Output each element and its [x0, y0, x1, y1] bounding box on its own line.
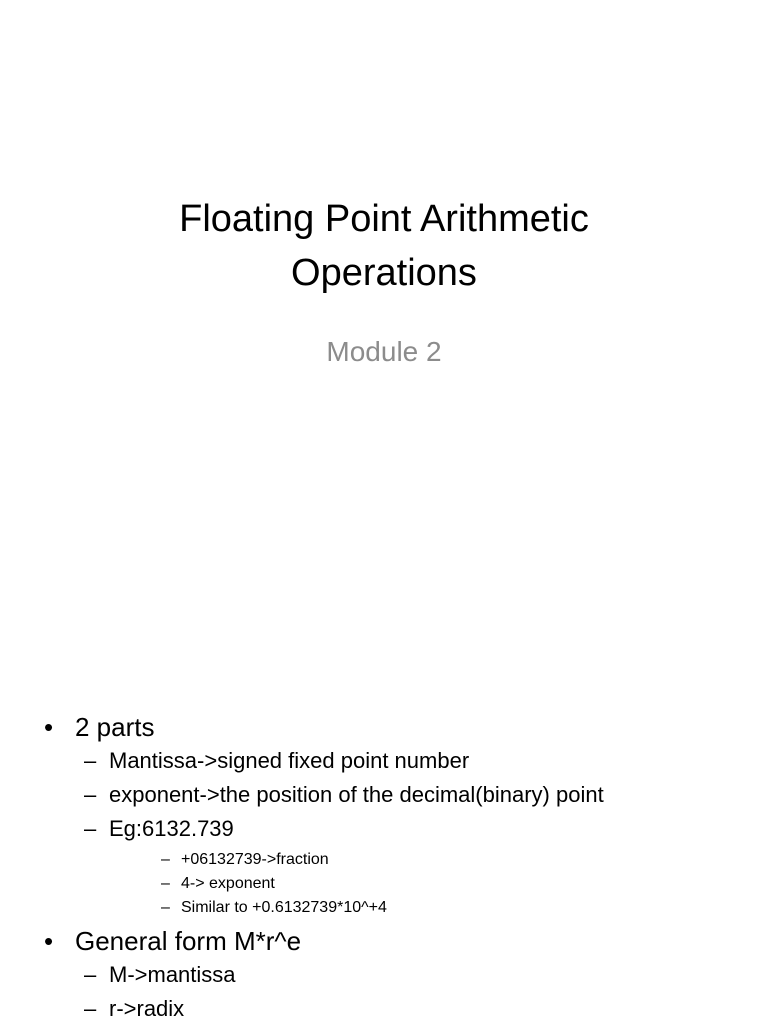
sub-bullet-example: – Eg:6132.739 [0, 812, 768, 846]
bullet-two-parts: • 2 parts [0, 710, 768, 744]
sub-sub-bullet-fraction: – +06132739->fraction [0, 848, 768, 872]
bullet-general-form: • General form M*r^e [0, 924, 768, 958]
sub-sub-bullet-exponent-value: – 4-> exponent [0, 872, 768, 896]
sub-bullet-m-mantissa: – M->mantissa [0, 958, 768, 992]
title-line-1: Floating Point Arithmetic [179, 198, 589, 240]
sub-bullet-mantissa: – Mantissa->signed fixed point number [0, 744, 768, 778]
sub-sub-bullet-similar: – Similar to +0.6132739*10^+4 [0, 896, 768, 920]
bullet-list [0, 710, 768, 1024]
title-line-2: Operations [291, 252, 477, 294]
sub-bullet-exponent: – exponent->the position of the decimal(binary) point [0, 778, 768, 812]
sub-bullet-r-radix: – r->radix [0, 992, 768, 1024]
content-slide [0, 680, 768, 1024]
slide-title [0, 192, 768, 300]
slide-subtitle: Module 2 [326, 336, 442, 367]
